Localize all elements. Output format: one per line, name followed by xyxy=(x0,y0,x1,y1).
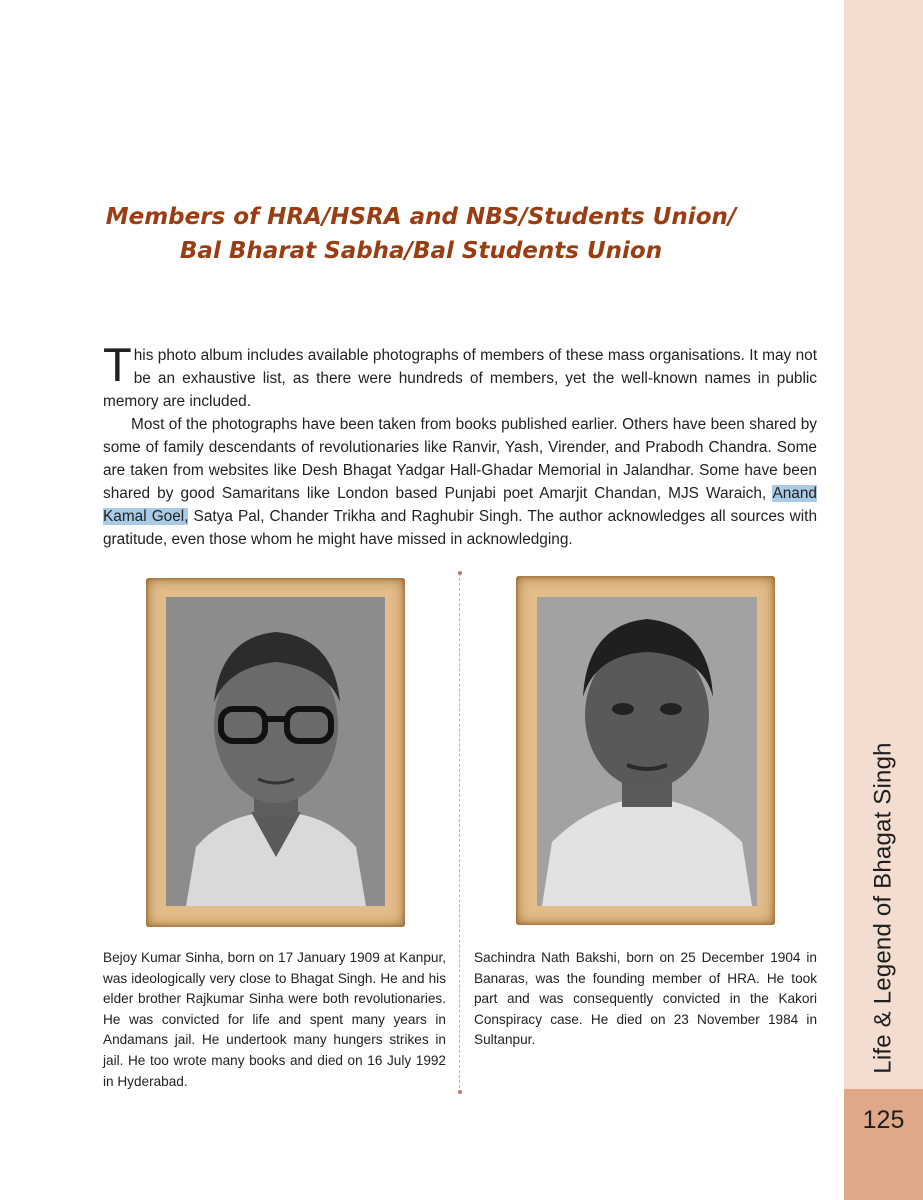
title-line-2: Bal Bharat Sabha/Bal Students Union xyxy=(179,238,663,264)
portrait-bejoy-kumar-sinha xyxy=(166,597,385,906)
intro-text xyxy=(103,338,818,551)
intro-paragraph-2-text-end: Satya Pal, Chander Trikha and Raghubir Singh. The author acknowledges all sources with gratitude, even those whom he might have missed in acknowledging. xyxy=(103,508,818,548)
divider-dot-top xyxy=(458,571,462,575)
title-line-1: Members of HRA/HSRA and NBS/Students Union/ xyxy=(105,204,737,230)
divider-dot-bottom xyxy=(458,1090,462,1094)
page-title xyxy=(60,200,782,268)
drop-cap: T xyxy=(103,338,132,391)
running-book-title xyxy=(844,735,923,1080)
portrait-illustration-1 xyxy=(166,597,385,906)
caption-sachindra-nath-bakshi: Sachindra Nath Bakshi, born on 25 December 1904 in Banaras, was the founding member of HRA. He took part and was consequently convicted in the Kakori Conspiracy case. He died on 23 November 1984 in Sultanpur. xyxy=(474,950,817,1048)
highlighted-text[interactable]: Anand Kamal Goel, xyxy=(103,485,817,525)
page-number: 125 xyxy=(862,1106,905,1134)
intro-paragraph-2 xyxy=(103,413,817,551)
intro-paragraph-2-text-start: Most of the photographs have been taken from books published earlier. Others have been shared by some of family descendants of revolutionaries like Ranvir, Yash, Virender, and Prabodh Chandra. Some are taken from websites like Desh Bhagat Yadgar Hall-Ghadar Memorial in Jalandhar. Some have been shared by good Samaritans like London based Punjabi poet Amarjit Chandan, MJS Waraich, xyxy=(103,416,817,502)
book-title-text: Life & Legend of Bhagat Singh xyxy=(869,741,897,1074)
column-divider xyxy=(459,573,461,1093)
portrait-illustration-2 xyxy=(537,597,757,906)
portrait-sachindra-nath-bakshi xyxy=(537,597,757,906)
intro-paragraph-1-text: his photo album includes available photographs of members of these mass organisations. It may not be an exhaustive list, as there were hundreds of members, yet the well-known names in public memory are included. xyxy=(103,347,817,410)
intro-paragraph-1 xyxy=(103,338,817,413)
caption-bejoy-kumar-sinha: Bejoy Kumar Sinha, born on 17 January 1909 at Kanpur, was ideologically very close to Bhagat Singh. He and his elder brother Rajkumar Sinha were both revolutionaries. He was convicted for life and spent many years in Andamans jail. He undertook many hungers strikes in jail. He too wrote many books and died on 16 July 1992 in Hyderabad. xyxy=(103,950,446,1089)
